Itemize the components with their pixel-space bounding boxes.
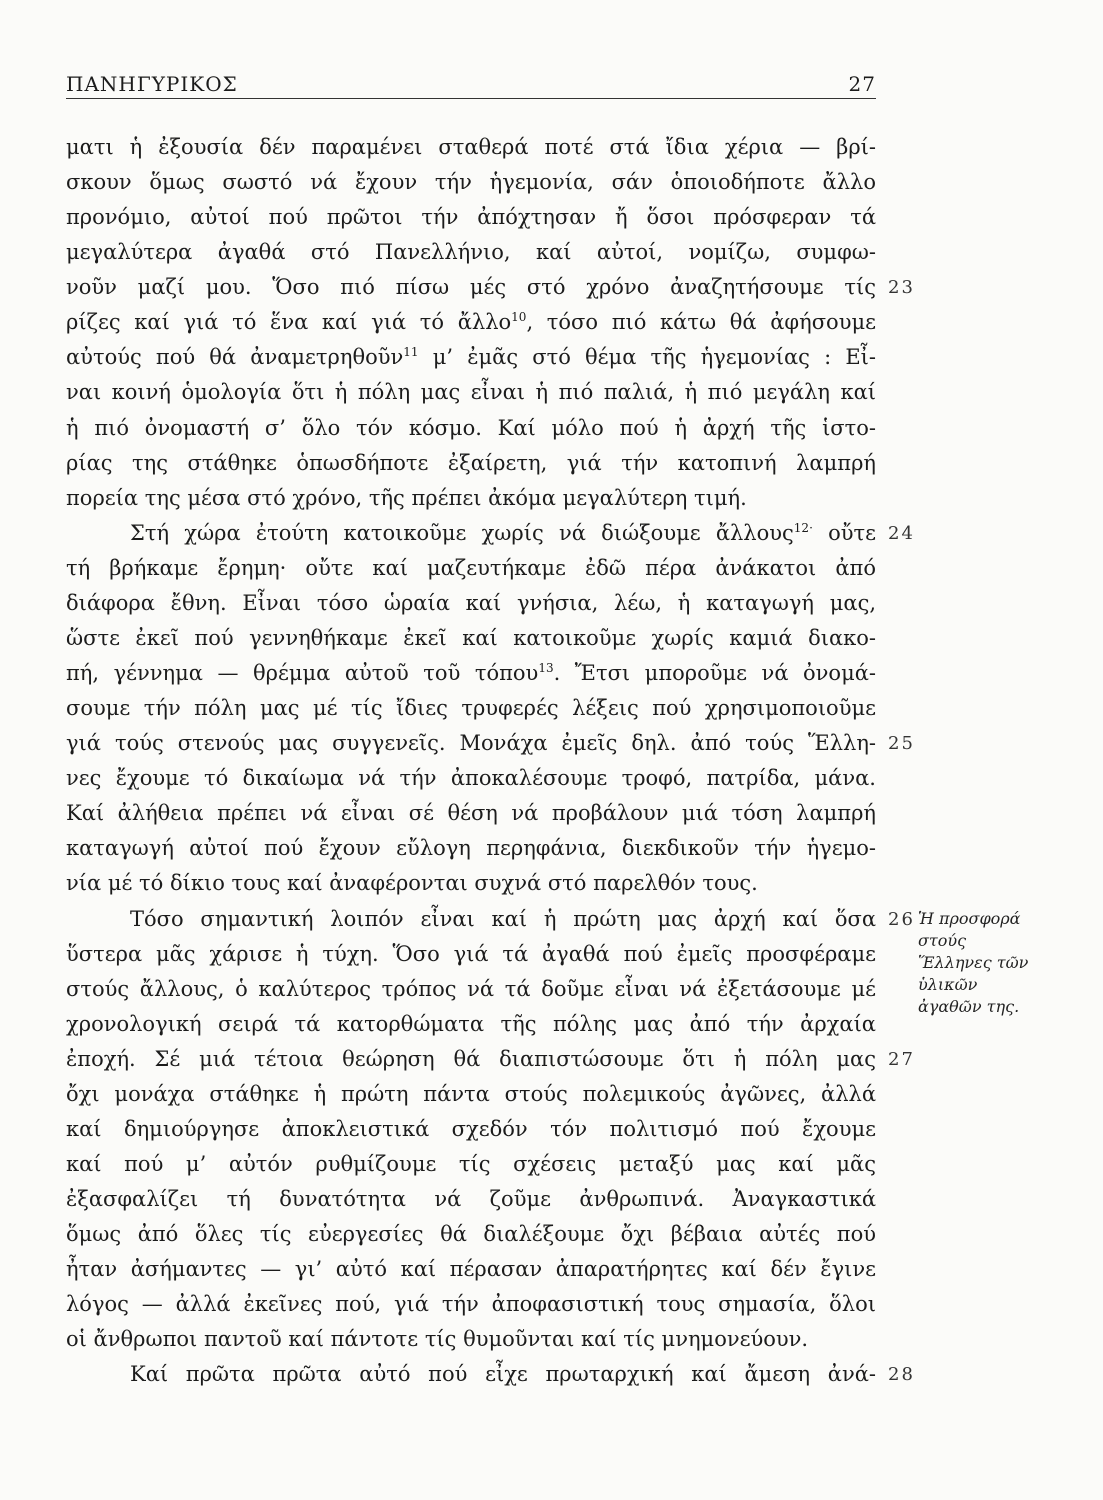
text-line xyxy=(66,1007,876,1042)
line-text: Καί πρῶτα πρῶτα αὐτό πού εἶχε πρωταρχική καί ἄμεση ἀνά- xyxy=(130,1362,876,1387)
line-text: οἱ ἄνθρωποι παντοῦ καί πάντοτε τίς θυμοῦνται καί τίς μνημονεύουν. xyxy=(66,1327,809,1352)
text-line xyxy=(66,481,876,516)
line-text: ἦταν ἀσήμαντες — γι’ αὐτό καί πέρασαν ἀπαρατήρητες καί δέν ἔγινε xyxy=(66,1257,876,1282)
text-line xyxy=(66,691,876,726)
text-line xyxy=(66,1322,876,1357)
margin-note-line: ἀγαθῶν της. xyxy=(918,997,1020,1016)
line-text: καταγωγή αὐτοί πού ἔχουν εὔλογη περηφάνια, διεκδικοῦν τήν ἡγεμο- xyxy=(66,836,876,861)
line-text: λόγος — ἀλλά ἐκεῖνες πού, γιά τήν ἀποφασιστική τους σημασία, ὅλοι xyxy=(66,1292,876,1317)
line-text: καί πού μ’ αὐτόν ρυθμίζουμε τίς σχέσεις μεταξύ μας καί μᾶς xyxy=(66,1152,876,1177)
text-line xyxy=(66,586,876,621)
text-line xyxy=(66,831,876,866)
text-line xyxy=(66,1077,876,1112)
text-line xyxy=(66,551,876,586)
line-text: τή βρήκαμε ἔρημη· οὔτε καί μαζευτήκαμε ἐδῶ πέρα ἀνάκατοι ἀπό xyxy=(66,555,876,580)
text-line xyxy=(66,726,876,761)
line-text-cont: , τόσο πιό κάτω θά ἀφήσουμε xyxy=(526,310,876,335)
text-line xyxy=(66,1217,876,1252)
line-text: Στή χώρα ἐτούτη κατοικοῦμε χωρίς νά διώξουμε ἄλλους xyxy=(130,520,794,545)
book-title: ΠΑΝΗΓΥΡΙΚΟΣ xyxy=(66,72,238,96)
text-line xyxy=(66,446,876,481)
line-text-cont: οὔτε xyxy=(812,520,876,545)
text-line xyxy=(66,516,876,551)
margin-note-line: Ἡ προσφορά xyxy=(918,909,1021,928)
line-text: ρίας της στάθηκε ὁπωσδήποτε ἐξαίρετη, γιά τήν κατοπινή λαμπρή xyxy=(66,450,876,475)
line-text: πορεία της μέσα στό χρόνο, τῆς πρέπει ἀκόμα μεγαλύτερη τιμή. xyxy=(66,485,747,510)
text-line xyxy=(66,130,876,165)
margin-note-line: στούς xyxy=(918,931,967,950)
margin-note-line: ὑλικῶν xyxy=(918,975,978,994)
text-line xyxy=(66,621,876,656)
footnote-ref[interactable]: 11 xyxy=(403,345,419,360)
line-text: γιά τούς στενούς μας συγγενεῖς. Μονάχα ἐμεῖς δηλ. ἀπό τούς Ἕλλη- xyxy=(66,731,876,756)
footnote-ref[interactable]: 13 xyxy=(538,661,554,676)
line-text-cont: μ’ ἐμᾶς στό θέμα τῆς ἡγεμονίας : Εἶ- xyxy=(418,345,876,370)
text-line xyxy=(66,796,876,831)
section-number: 24 xyxy=(888,522,915,544)
line-text: ὕστερα μᾶς χάρισε ἡ τύχη. Ὅσο γιά τά ἀγαθά πού ἐμεῖς προσφέραμε xyxy=(66,941,876,966)
text-line xyxy=(66,375,876,410)
text-line xyxy=(66,1042,876,1077)
line-text: ὄχι μονάχα στάθηκε ἡ πρώτη πάντα στούς πολεμικούς ἀγῶνες, ἀλλά xyxy=(66,1081,876,1106)
text-line xyxy=(66,656,876,691)
line-text: νες ἔχουμε τό δικαίωμα νά τήν ἀποκαλέσουμε τροφό, πατρίδα, μάνα. xyxy=(66,766,876,791)
line-text: νοῦν μαζί μου. Ὅσο πιό πίσω μές στό χρόνο ἀναζητήσουμε τίς xyxy=(66,275,876,300)
text-line xyxy=(66,1357,876,1392)
section-number: 28 xyxy=(888,1364,915,1386)
line-text: ρίζες καί γιά τό ἕνα καί γιά τό ἄλλο xyxy=(66,310,512,335)
text-line xyxy=(66,1287,876,1322)
text-line xyxy=(66,270,876,305)
line-text: ὥστε ἐκεῖ πού γεννηθήκαμε ἐκεῖ καί κατοικοῦμε χωρίς καμιά διακο- xyxy=(66,625,876,650)
line-text: ἐξασφαλίζει τή δυνατότητα νά ζοῦμε ἀνθρωπινά. Ἀναγκαστικά xyxy=(66,1187,876,1212)
text-line xyxy=(66,866,876,901)
line-text: ναι κοινή ὁμολογία ὅτι ἡ πόλη μας εἶναι ἡ πιό παλιά, ἡ πιό μεγάλη καί xyxy=(66,380,876,405)
line-text: πή, γέννημα — θρέμμα αὐτοῦ τοῦ τόπου xyxy=(66,661,539,686)
page-number: 27 xyxy=(848,72,876,96)
section-number: 26 xyxy=(888,908,915,930)
text-line xyxy=(66,235,876,270)
line-text: ἡ πιό ὀνομαστή σ’ ὅλο τόν κόσμο. Καί μόλο πού ἡ ἀρχή τῆς ἱστο- xyxy=(66,415,876,440)
line-text: προνόμιο, αὐτοί πού πρῶτοι τήν ἀπόχτησαν ἤ ὅσοι πρόσφεραν τά xyxy=(66,205,876,230)
text-line xyxy=(66,1252,876,1287)
footnote-ref[interactable]: 10 xyxy=(511,310,527,325)
text-line xyxy=(66,165,876,200)
line-text: ἐποχή. Σέ μιά τέτοια θεώρηση θά διαπιστώσουμε ὅτι ἡ πόλη μας xyxy=(66,1046,876,1071)
line-text: Τόσο σημαντική λοιπόν εἶναι καί ἡ πρώτη μας ἀρχή καί ὅσα xyxy=(130,906,876,931)
section-number: 23 xyxy=(888,277,915,299)
line-text: νία μέ τό δίκιο τους καί ἀναφέρονται συχνά στό παρελθόν τους. xyxy=(66,871,758,896)
line-text: σκουν ὅμως σωστό νά ἔχουν τήν ἡγεμονία, σάν ὁποιοδήποτε ἄλλο xyxy=(66,170,876,195)
text-line xyxy=(66,200,876,235)
line-text: ὅμως ἀπό ὅλες τίς εὐεργεσίες θά διαλέξουμε ὄχι βέβαια αὐτές πού xyxy=(66,1222,876,1247)
line-text: χρονολογική σειρά τά κατορθώματα τῆς πόλης μας ἀπό τήν ἀρχαία xyxy=(66,1011,876,1036)
text-line xyxy=(66,1112,876,1147)
line-text: ματι ἡ ἐξουσία δέν παραμένει σταθερά ποτέ στά ἴδια χέρια — βρί- xyxy=(66,135,876,159)
line-text: στούς ἄλλους, ὁ καλύτερος τρόπος νά τά δοῦμε εἶναι νά ἐξετάσουμε μέ xyxy=(66,976,876,1001)
text-line xyxy=(66,411,876,446)
line-text: σουμε τήν πόλη μας μέ τίς ἴδιες τρυφερές λέξεις πού χρησιμοποιοῦμε xyxy=(66,696,876,721)
line-text: αὐτούς πού θά ἀναμετρηθοῦν xyxy=(66,345,404,370)
line-text: μεγαλύτερα ἀγαθά στό Πανελλήνιο, καί αὐτοί, νομίζω, συμφω- xyxy=(66,240,876,265)
text-line xyxy=(66,902,876,937)
section-number: 25 xyxy=(888,733,915,755)
line-text: διάφορα ἔθνη. Εἶναι τόσο ὡραία καί γνήσια, λέω, ἡ καταγωγή μας, xyxy=(66,590,876,615)
text-line xyxy=(66,972,876,1007)
running-header xyxy=(66,70,876,99)
section-number: 27 xyxy=(888,1048,915,1070)
margin-note xyxy=(918,908,1098,1018)
text-line xyxy=(66,761,876,796)
text-line xyxy=(66,937,876,972)
text-line xyxy=(66,1182,876,1217)
margin-note-line: Ἕλληνες τῶν xyxy=(918,953,1029,972)
text-line xyxy=(66,1147,876,1182)
line-text-cont: . Ἔτσι μποροῦμε νά ὀνομά- xyxy=(553,661,876,686)
text-line xyxy=(66,305,876,340)
line-text: Καί ἀλήθεια πρέπει νά εἶναι σέ θέση νά προβάλουν μιά τόση λαμπρή xyxy=(66,801,876,826)
footnote-ref[interactable]: 12· xyxy=(793,520,813,535)
text-line xyxy=(66,340,876,375)
line-text: καί δημιούργησε ἀποκλειστικά σχεδόν τόν πολιτισμό πού ἔχουμε xyxy=(66,1116,876,1141)
